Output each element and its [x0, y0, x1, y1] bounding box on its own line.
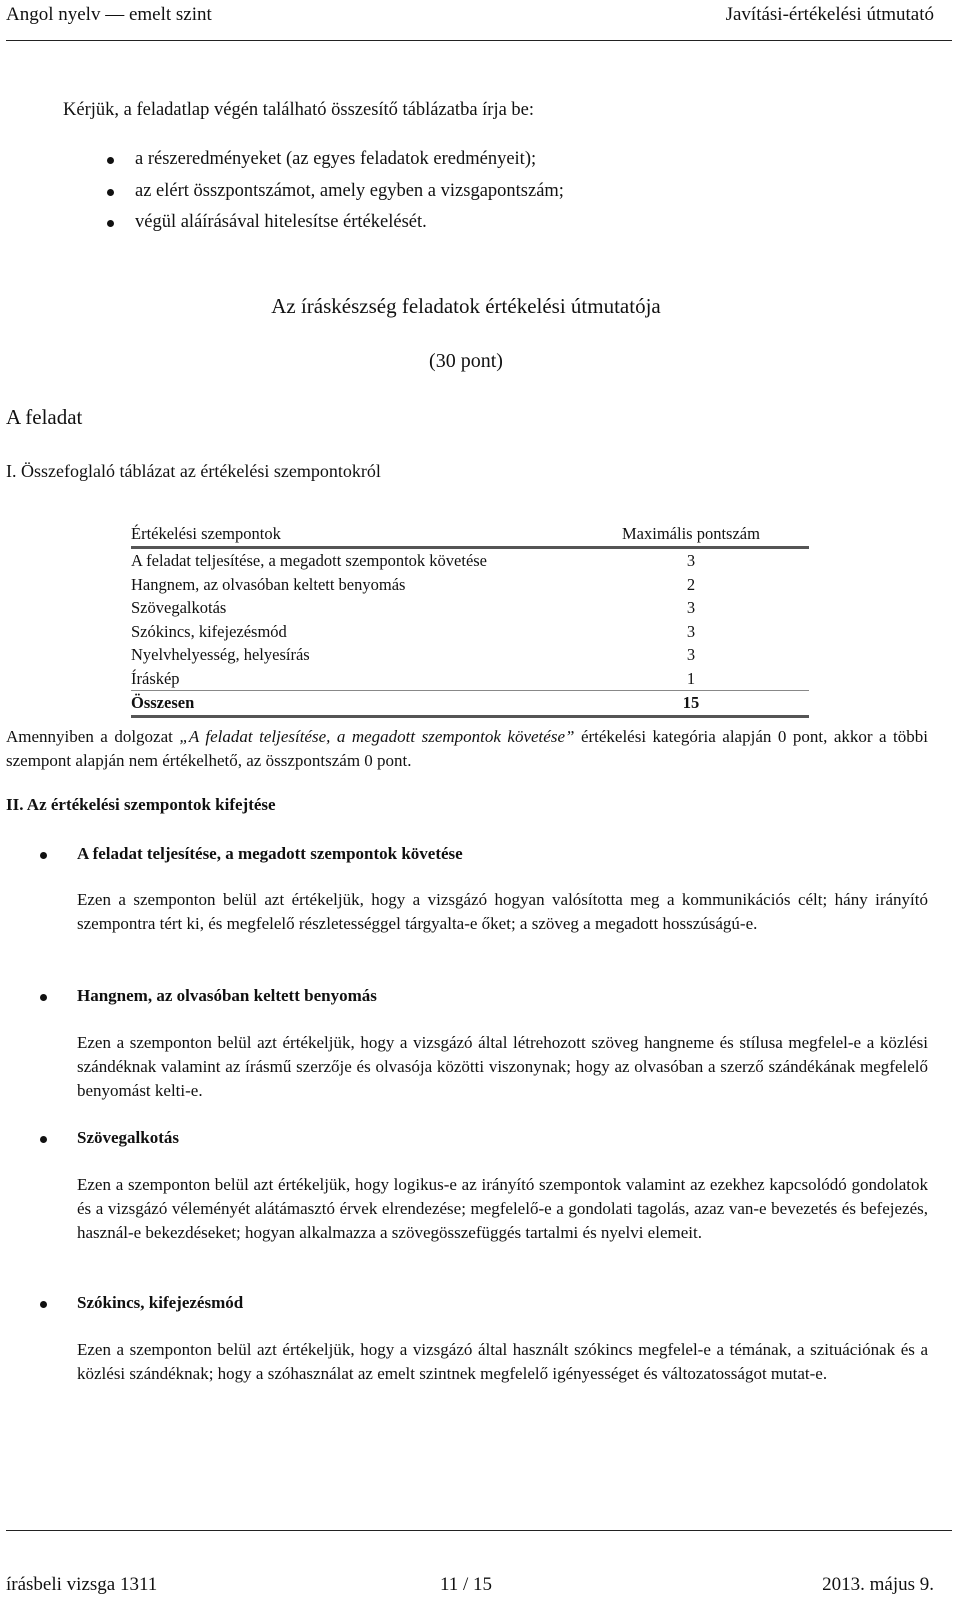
bullet-icon: [107, 157, 114, 164]
task-title: A feladat: [6, 405, 83, 429]
header-rule: [6, 40, 952, 41]
row-value: 3: [686, 645, 696, 664]
total-value: 15: [573, 691, 809, 717]
note-text-1: Amennyiben a dolgozat: [6, 727, 180, 746]
footer-date: 2013. május 9.: [822, 1574, 934, 1595]
table-row: [131, 573, 809, 597]
header-right: Javítási-értékelési útmutató: [725, 4, 934, 25]
row-value: 3: [686, 551, 696, 570]
row-label: Íráskép: [131, 667, 573, 691]
table-row: [131, 667, 809, 691]
row-value: 3: [686, 598, 696, 617]
intro-text: Kérjük, a feladatlap végén található összesítő táblázatba írja be:: [63, 100, 535, 120]
note-italic: „A feladat teljesítése, a megadott szempontok követése”: [179, 727, 575, 746]
row-label: A feladat teljesítése, a megadott szempontok követése: [131, 551, 488, 570]
bullet-icon: [40, 852, 47, 859]
detail-text-4: Ezen a szemponton belül azt értékeljük, hogy a vizsgázó által használt szókincs megfelel-e a témának, a szituációnak és a közlési szándéknak; hogy a szóhasználat az emelt szintnek megfelelő igényességet és változatosságot mutat-e.: [77, 1340, 928, 1383]
intro-bullet-3: végül aláírásával hitelesítse értékelését.: [135, 212, 427, 232]
col-header-criteria: Értékelési szempontok: [131, 522, 573, 548]
section-title: Az íráskészség feladatok értékelési útmutatója: [271, 294, 661, 318]
intro-bullet-2: az elért összpontszámot, amely egyben a vizsgapontszám;: [135, 181, 564, 201]
detail-text-2: Ezen a szemponton belül azt értékeljük, hogy a vizsgázó által létrehozott szöveg hangneme és stílusa megfelel-e a közlési szándéknak valamint az írásmű szerzője és olvasója közötti viszonynak; hogy az olvasóban a szerző szándékának megfelelő benyomást kelti-e.: [77, 1033, 928, 1100]
col-header-max-score: Maximális pontszám: [573, 522, 809, 548]
row-value: 1: [573, 667, 809, 691]
summary-heading: I. Összefoglaló táblázat az értékelési szempontokról: [6, 461, 381, 481]
section-points: (30 pont): [429, 350, 503, 372]
header-left: Angol nyelv — emelt szint: [6, 4, 212, 25]
table-row: [131, 596, 809, 620]
intro-bullet-1: a részeredményeket (az egyes feladatok eredményeit);: [135, 149, 537, 169]
details-heading: II. Az értékelési szempontok kifejtése: [6, 795, 276, 814]
detail-title-4: Szókincs, kifejezésmód: [77, 1293, 244, 1312]
bullet-icon: [107, 220, 114, 227]
bullet-icon: [107, 189, 114, 196]
detail-text-1: Ezen a szemponton belül azt értékeljük, hogy a vizsgázó hogyan valósította meg a kommunikációs célt; hány irányító szempontra tért ki, és megfelelő részletességgel tárgyalta-e őket; a szöveg a megadott hosszúságú-e.: [77, 890, 928, 933]
table-row: [131, 643, 809, 667]
table-row: [131, 548, 809, 573]
detail-title-2: Hangnem, az olvasóban keltett benyomás: [77, 986, 377, 1005]
row-label: Szövegalkotás: [131, 598, 227, 617]
footer-page-number: 11 / 15: [439, 1574, 493, 1595]
row-label: Hangnem, az olvasóban keltett benyomás: [131, 574, 406, 594]
detail-title-3: Szövegalkotás: [77, 1128, 179, 1147]
row-value: 3: [686, 621, 696, 641]
bullet-icon: [40, 1136, 47, 1143]
detail-title-1: A feladat teljesítése, a megadott szempontok követése: [77, 844, 463, 863]
detail-text-3: Ezen a szemponton belül azt értékeljük, hogy logikus-e az irányító szempontok valamint az ezekhez kapcsolódó gondolatok és a vizsgázó véleményét alátámasztó érvek elrendezése; megfelelő-e a gondolati tagolás, azaz van-e bevezetés és befejezés, használ-e bekezdéseket; hogyan alkalmazza a szövegösszefüggés tartalmi és nyelvi elemeit.: [77, 1175, 928, 1242]
row-label: Nyelvhelyesség, helyesírás: [131, 645, 310, 664]
table-row: [131, 620, 809, 644]
total-label: Összesen: [131, 691, 573, 717]
footer-left: írásbeli vizsga 1311: [6, 1574, 158, 1595]
row-value: 2: [686, 574, 696, 594]
footer-rule: [6, 1530, 952, 1531]
zero-point-note: [6, 725, 928, 773]
bullet-icon: [40, 994, 47, 1001]
bullet-icon: [40, 1301, 47, 1308]
criteria-table: [131, 522, 809, 718]
table-header-row: [131, 522, 809, 548]
table-total-row: [131, 691, 809, 717]
note-text-2: értékelési kategória alapján 0 pont, akkor a többi szempont alapján nem értékelhető, az összpontszám 0 pont.: [6, 727, 928, 770]
row-label: Szókincs, kifejezésmód: [131, 621, 287, 641]
